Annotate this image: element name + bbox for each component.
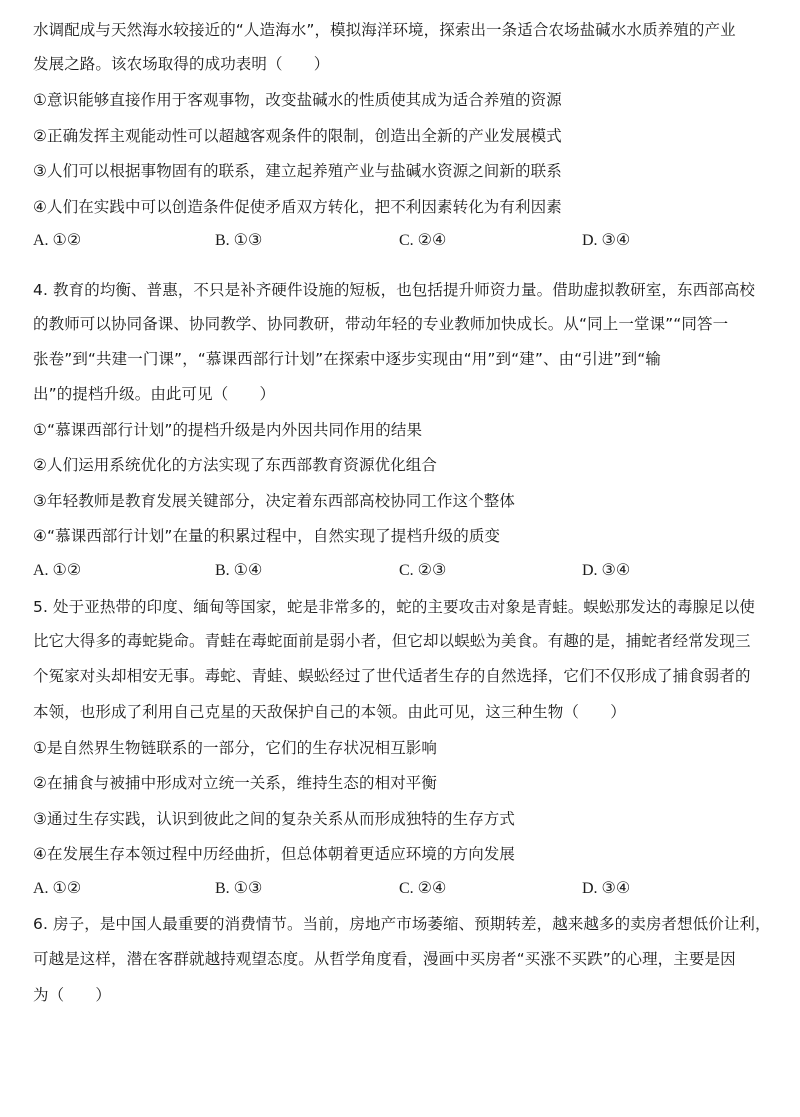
q3-option-b[interactable]: B. ①③ (215, 232, 263, 249)
q4-option-c[interactable]: C. ②③ (399, 562, 447, 579)
q4-stem-line: 4. 教育的均衡、普惠，不只是补齐硬件设施的短板，也包括提升师资力量。借助虚拟教研室，东西部高校 (33, 281, 756, 299)
q5-stem-line: 本领，也形成了利用自己克星的天敌保护自己的本领。由此可见，这三种生物（ ） (33, 703, 626, 721)
q5-option-a[interactable]: A. ①② (33, 880, 82, 897)
q3-statement-4: ④人们在实践中可以创造条件促使矛盾双方转化，把不利因素转化为有利因素 (33, 198, 562, 216)
q4-options (33, 560, 773, 582)
q3-statement-1: ①意识能够直接作用于客观事物，改变盐碱水的性质使其成为适合养殖的资源 (33, 91, 562, 109)
q4-statement-4: ④“慕课西部行计划”在量的积累过程中，自然实现了提档升级的质变 (33, 527, 501, 545)
q4-option-a[interactable]: A. ①② (33, 562, 82, 579)
q5-option-d[interactable]: D. ③④ (582, 880, 631, 897)
q5-statement-3: ③通过生存实践，认识到彼此之间的复杂关系从而形成独特的生存方式 (33, 810, 515, 828)
q4-statement-1: ①“慕课西部行计划”的提档升级是内外因共同作用的结果 (33, 421, 423, 439)
q5-option-b[interactable]: B. ①③ (215, 880, 263, 897)
q4-option-b[interactable]: B. ①④ (215, 562, 263, 579)
q5-stem-line: 比它大得多的毒蛇毙命。青蛙在毒蛇面前是弱小者，但它却以蜈蚣为美食。有趣的是，捕蛇者经常发现三 (33, 632, 751, 650)
q3-stem-line: 水调配成与天然海水较接近的“人造海水”，模拟海洋环境，探索出一条适合农场盐碱水水质养殖的产业 (33, 21, 736, 39)
q3-option-c[interactable]: C. ②④ (399, 232, 447, 249)
q5-options (33, 878, 773, 900)
q3-statement-3: ③人们可以根据事物固有的联系，建立起养殖产业与盐碱水资源之间新的联系 (33, 162, 562, 180)
q6-stem-line: 6. 房子，是中国人最重要的消费情节。当前，房地产市场萎缩、预期转差，越来越多的卖房者想低价让利， (33, 915, 771, 933)
q4-stem-line: 出”的提档升级。由此可见（ ） (33, 385, 276, 403)
q5-stem-line: 个冤家对头却相安无事。毒蛇、青蛙、蜈蚣经过了世代适者生存的自然选择，它们不仅形成了捕食弱者的 (33, 667, 751, 685)
q5-statement-4: ④在发展生存本领过程中历经曲折，但总体朝着更适应环境的方向发展 (33, 845, 515, 863)
q3-option-d[interactable]: D. ③④ (582, 232, 631, 249)
q4-stem-line: 的教师可以协同备课、协同教学、协同教研，带动年轻的专业教师加快成长。从“同上一堂课”“同答一 (33, 315, 729, 333)
q4-stem-line: 张卷”到“共建一门课”，“慕课西部行计划”在探索中逐步实现由“用”到“建”、由“引进”到“输 (33, 350, 661, 368)
q5-statement-2: ②在捕食与被捕中形成对立统一关系，维持生态的相对平衡 (33, 774, 437, 792)
q5-option-c[interactable]: C. ②④ (399, 880, 447, 897)
q4-option-d[interactable]: D. ③④ (582, 562, 631, 579)
q3-options (33, 230, 773, 252)
q3-option-a[interactable]: A. ①② (33, 232, 82, 249)
q5-statement-1: ①是自然界生物链联系的一部分，它们的生存状况相互影响 (33, 739, 437, 757)
q4-statement-2: ②人们运用系统优化的方法实现了东西部教育资源优化组合 (33, 456, 437, 474)
q6-stem-line: 可越是这样，潜在客群就越持观望态度。从哲学角度看，漫画中买房者“买涨不买跌”的心理，主要是因 (33, 950, 736, 968)
q5-stem-line: 5. 处于亚热带的印度、缅甸等国家，蛇是非常多的，蛇的主要攻击对象是青蛙。蜈蚣那发达的毒腺足以使 (33, 598, 756, 616)
q3-stem-line: 发展之路。该农场取得的成功表明（ ） (33, 55, 330, 73)
q4-statement-3: ③年轻教师是教育发展关键部分，决定着东西部高校协同工作这个整体 (33, 492, 515, 510)
q3-statement-2: ②正确发挥主观能动性可以超越客观条件的限制，创造出全新的产业发展模式 (33, 127, 562, 145)
q6-stem-line: 为（ ） (33, 986, 112, 1004)
